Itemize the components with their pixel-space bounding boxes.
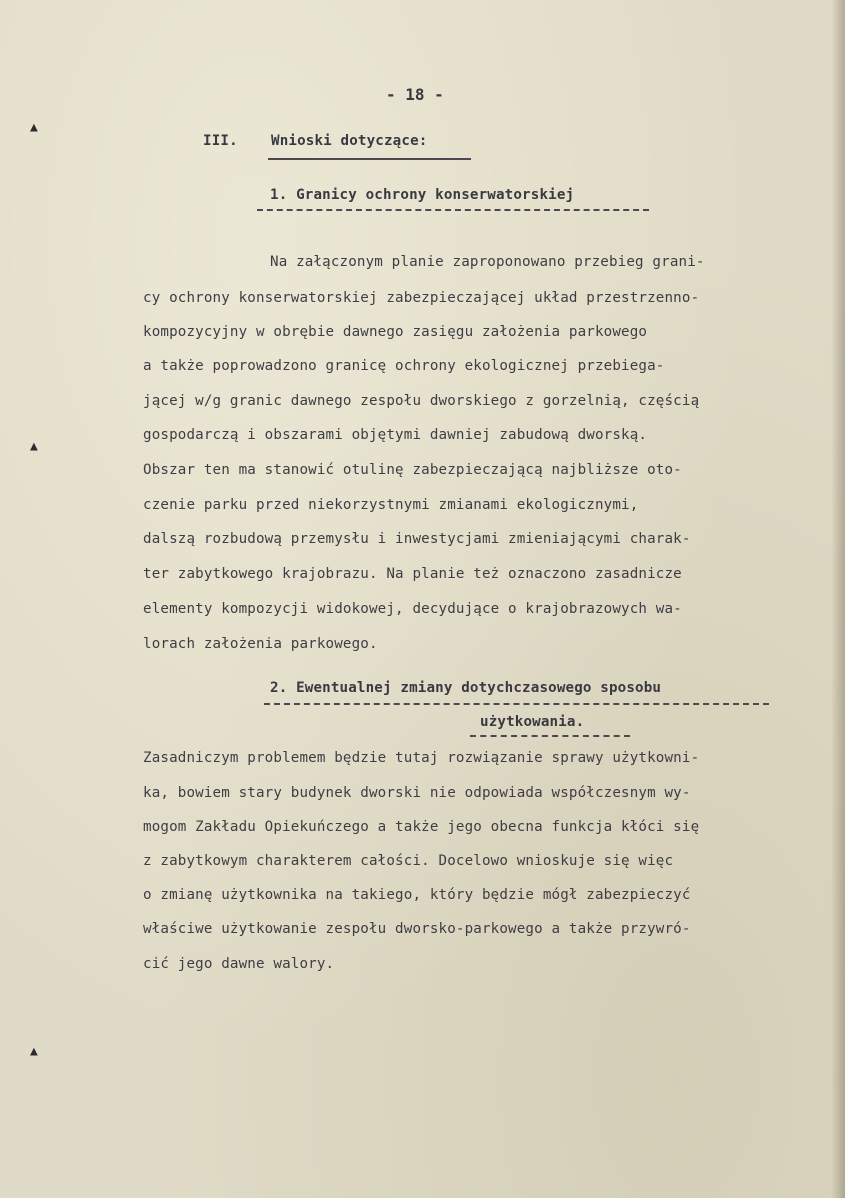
paragraph-2-line: właściwe użytkowanie zespołu dworsko-parkowego a także przywró- xyxy=(143,921,691,937)
paragraph-1-line: kompozycyjny w obrębie dawnego zasięgu założenia parkowego xyxy=(143,324,648,340)
paragraph-1-line: a także poprowadzono granicę ochrony ekologicznej przebiega- xyxy=(143,358,665,374)
section-numeral: III. xyxy=(203,133,238,149)
paragraph-1-line: dalszą rozbudową przemysłu i inwestycjami zmieniającymi charak- xyxy=(143,531,691,547)
subsection-1-heading-underline xyxy=(257,209,649,211)
paragraph-1-line: cy ochrony konserwatorskiej zabezpieczającej układ przestrzenno- xyxy=(143,290,700,306)
paragraph-2-line: Zasadniczym problemem będzie tutaj rozwiązanie sprawy użytkowni- xyxy=(143,750,700,766)
page-number: - 18 - xyxy=(386,85,444,104)
paragraph-1-line: elementy kompozycji widokowej, decydujące o krajobrazowych wa- xyxy=(143,601,682,617)
paragraph-2-line: cić jego dawne walory. xyxy=(143,956,335,972)
paragraph-1-line: gospodarczą i obszarami objętymi dawniej zabudową dworską. xyxy=(143,427,648,443)
paragraph-1-line: czenie parku przed niekorzystnymi zmianami ekologicznymi, xyxy=(143,497,639,513)
subsection-2-heading-underline xyxy=(264,703,769,705)
subsection-2-heading-continued-underline xyxy=(470,735,630,737)
subsection-2-heading: 2. Ewentualnej zmiany dotychczasowego sposobu xyxy=(270,680,662,696)
paragraph-2-line: mogom Zakładu Opiekuńczego a także jego obecna funkcja kłóci się xyxy=(143,819,700,835)
margin-mark-icon: ▲ xyxy=(30,439,38,454)
paragraph-1-line: jącej w/g granic dawnego zespołu dworskiego z gorzelnią, częścią xyxy=(143,393,700,409)
paragraph-2-line: z zabytkowym charakterem całości. Docelowo wnioskuje się więc xyxy=(143,853,674,869)
margin-mark-icon: ▲ xyxy=(30,1044,38,1059)
subsection-1-heading: 1. Granicy ochrony konserwatorskiej xyxy=(270,187,575,203)
paragraph-1-line: Na załączonym planie zaproponowano przebieg grani- xyxy=(270,254,705,270)
section-title: Wnioski dotyczące: xyxy=(271,133,428,149)
paragraph-2-line: ka, bowiem stary budynek dworski nie odpowiada współczesnym wy- xyxy=(143,785,691,801)
paragraph-1-line: lorach założenia parkowego. xyxy=(143,636,378,652)
paragraph-1-line: ter zabytkowego krajobrazu. Na planie też oznaczono zasadnicze xyxy=(143,566,682,582)
paragraph-1-line: Obszar ten ma stanowić otulinę zabezpieczającą najbliższe oto- xyxy=(143,462,682,478)
section-title-underline xyxy=(268,158,471,160)
subsection-2-heading-continued: użytkowania. xyxy=(480,714,585,730)
margin-mark-icon: ▲ xyxy=(30,120,38,135)
paragraph-2-line: o zmianę użytkownika na takiego, który będzie mógł zabezpieczyć xyxy=(143,887,691,903)
page-edge-shadow xyxy=(831,0,845,1198)
